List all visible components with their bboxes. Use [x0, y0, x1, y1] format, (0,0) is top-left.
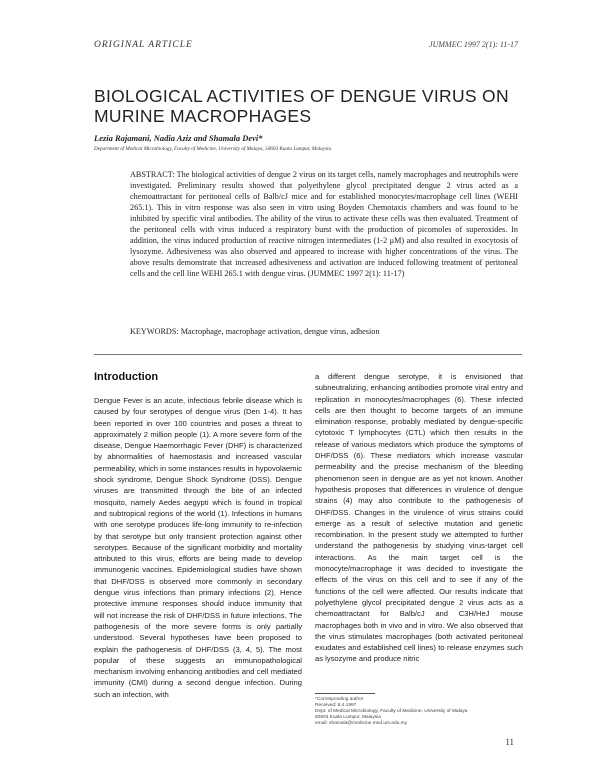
footnote-corresponding: *Corresponding author — [315, 697, 364, 702]
keywords-label: KEYWORDS: — [130, 327, 179, 336]
intro-paragraph-right: a different dengue serotype, it is envisioned that subneutralizing, enhancing antibodies promote viral entry and replication in monocytes/macrophages (6). These infected cells are then thought to become targets of an immune elimination response, probably mediated by dengue-specific cytotoxic T lymphocytes (CTL) which then results in the release of various mediators which produce the symptoms of DHF/DSS (6). These mediators which increase vascular permeability and the precise mechanism of the bleeding phenomenon seen in dengue are as yet not known. Another hypothesis proposes that differences in virulence of dengue strains (4) may also contribute to the pathogenesis of DHF/DSS. Changes in the virulence of virus strains could emerge as a result of selective mutation and genetic recombination. In the present study we attempted to further understand the pathogenesis by studying virus-target cell interactions. As the main target cell is the monocyte/macrophage it was decided to investigate the effects of the virus on this cell and to see if any of the functions of the cell were affected. Our results indicate that polyethylene glycol precipitated dengue 2 virus acts as a chemoattractant for Balb/cJ and C3H/HeJ mouse macrophages both in vivo and in vitro. We also observed that the virus stimulates macrophages (both activated peritoneal exudates and established cell lines) to release enzymes such as lysozyme and produce nitric — [315, 372, 523, 664]
author-list: Lezia Rajamani, Nadia Aziz and Shamala Devi* — [94, 133, 263, 143]
footnote-received: Received: 8.4.1997 — [315, 703, 357, 708]
right-column — [315, 371, 523, 665]
section-divider — [94, 354, 522, 355]
keywords — [130, 327, 518, 336]
keywords-text: Macrophage, macrophage activation, dengue virus, adhesion — [180, 327, 380, 336]
footnote-email: email: shamala@medicine.med.um.edu.my — [315, 721, 408, 726]
intro-paragraph-left: Dengue Fever is an acute, infectious febrile disease which is caused by four serotypes of dengue virus (Den 1-4). It has been reported in over 100 countries and poses a threat to approximately 2 million people (1). A more severe form of the disease, Dengue Haemorrhagic Fever (DHF) is characterized by abnormalities of haemostasis and increased vascular permeability, which in some instances results in hypovolaemic shock syndrome, Dengue Shock Syndrome (DSS). Dengue viruses are transmitted through the bite of an infected mosquito, namely Aedes aegypti which is found in tropical and subtropical regions of the world (1). Infections in humans with one serotype produces life-long immunity to re-infection by that serotype but only transient protection against other serotypes. Because of the significant morbidity and mortality attributed to this virus, efforts are being made to develop immunogenic vaccines. Epidemiological studies have shown that DHF/DSS is observed more commonly in secondary dengue virus infections than primary infections (2). Hence protective immune responses should induce immunity that will not increase the risk of DHF/DSS in future infections. The pathogenesis of the more severe forms is only partially understood. Several hypotheses have been proposed to explain the pathogenesis of DHF/DSS (3, 4, 5). The most popular of these suggests an immunopathological mechanism involving enhancing antibodies and cell mediated immunity (CMI) during a second dengue infection. During such an infection, with — [94, 396, 302, 699]
page-number: 11 — [505, 737, 514, 747]
abstract — [130, 169, 518, 279]
footnote-department: Dept. of Medical Microbiology, Faculty of Medicine, University of Malaya — [315, 709, 468, 714]
abstract-text: The biological activities of dengue 2 virus on its target cells, namely macrophages and neutrophils were investigated. Preliminary results showed that polyethylene glycol precipitated dengue 2 virus acted as a chemoattractant for peritoneal cells of Balb/cJ mice and for established monocytes/macrophage cell lines (WEHI 265.1). This in vitro response was also seen in vitro using Boyden Chemotaxis chambers and was found to be inhibited by specific viral antibodies. The ability of the virus to activate these cells was then evaluated. Treatment of the peritoneal cells with virus induced a respiratory burst with the production of picomoles of superoxides. In addition, the virus induced production of reactive nitrogen intermediates (1-2 μM) and also resulted in exocytosis of lysozyme. Adhesiveness was also observed and appeared to increase with higher concentrations of the virus. The above results demonstrate that increased adhesiveness and activation are induced following treatment of peritoneal cells and the cell line WEHI 265.1 with dengue virus. (JUMMEC 1997 2(1): 11-17) — [130, 170, 518, 278]
article-title: BIOLOGICAL ACTIVITIES OF DENGUE VIRUS ON MURINE MACROPHAGES — [94, 86, 509, 126]
left-column — [94, 395, 302, 700]
author-affiliation: Department of Medical Microbiology, Faculty of Medicine, University of Malaya, 50603 Kuala Lumpur, Malaysia — [94, 146, 332, 152]
abstract-label: ABSTRACT: — [130, 170, 175, 179]
footnote-divider — [315, 693, 375, 694]
section-label: ORIGINAL ARTICLE — [94, 40, 193, 50]
footnote-address: 50603 Kuala Lumpur, Malaysia — [315, 715, 381, 720]
journal-citation: JUMMEC 1997 2(1): 11-17 — [429, 40, 518, 49]
introduction-heading: Introduction — [94, 371, 159, 383]
